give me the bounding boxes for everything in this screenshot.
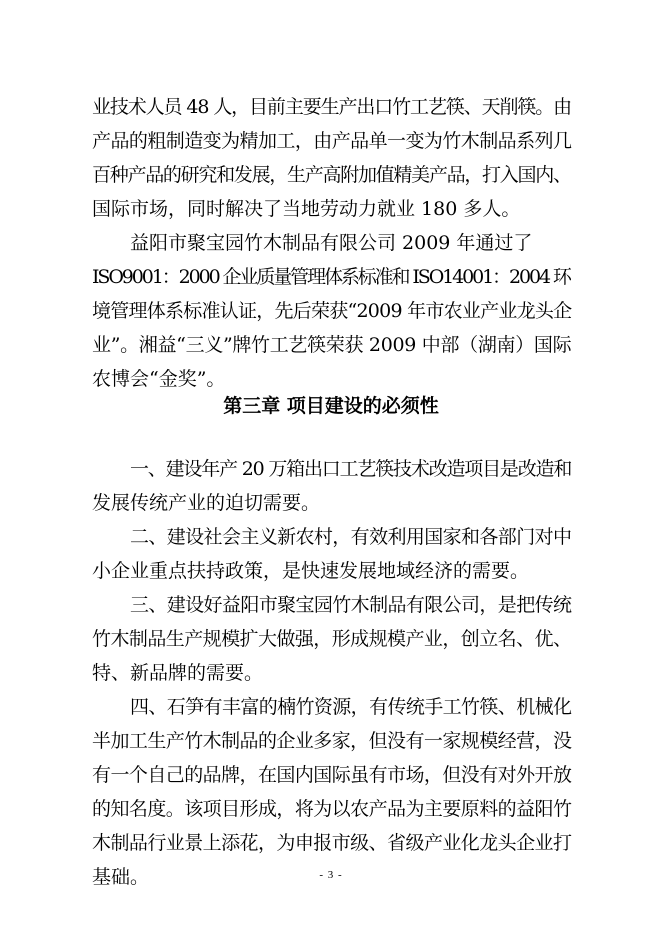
text-line: 产品的粗制造变为精加工，由产品单一变为竹木制品系列几 [92,130,572,152]
text-line: 发展传统产业的迫切需要。 [92,492,321,514]
text-line: 一、建设年产 20 万箱出口工艺筷技术改造项目是改造和 [130,458,572,480]
text-line: 农博会“金奖”。 [92,368,226,390]
text-line: ISO9001：2000 企业质量管理体系标准和 ISO14001：2004 环 [92,266,570,288]
page-number: - 3 - [319,869,343,881]
text-line: 有一个自己的品牌，在国内国际虽有市场，但没有对外开放 [92,764,572,786]
chapter-title: 第三章 项目建设的必须性 [223,395,439,417]
text-line: 三、建设好益阳市聚宝园竹木制品有限公司，是把传统 [130,594,572,616]
text-line: 的知名度。该项目形成，将为以农产品为主要原料的益阳竹 [92,798,572,820]
text-line: 益阳市聚宝园竹木制品有限公司 2009 年通过了 [130,232,533,254]
text-line: 四、石笋有丰富的楠竹资源，有传统手工竹筷、机械化 [130,696,572,718]
text-line: 特、新品牌的需要。 [92,662,264,684]
text-line: 竹木制品生产规模扩大做强，形成规模产业，创立名、优、 [92,628,572,650]
text-line: 境管理体系标准认证，先后荣获“2009 年市农业产业龙头企 [92,300,572,322]
text-line: 业”。湘益“三义”牌竹工艺筷荣获 2009 中部（湖南）国际 [92,334,572,356]
text-line: 二、建设社会主义新农村，有效利用国家和各部门对中 [130,526,572,548]
text-line: 半加工生产竹木制品的企业多家，但没有一家规模经营，没 [92,730,572,752]
text-line: 国际市场，同时解决了当地劳动力就业 180 多人。 [92,198,521,220]
text-line: 木制品行业景上添花，为申报市级、省级产业化龙头企业打 [92,832,572,854]
text-line: 小企业重点扶持政策，是快速发展地域经济的需要。 [92,560,530,582]
text-line: 基础。 [92,866,150,888]
text-line: 业技术人员 48 人，目前主要生产出口竹工艺筷、天削筷。由 [92,96,572,118]
text-line: 百种产品的研究和发展，生产高附加值精美产品，打入国内、 [92,164,571,186]
